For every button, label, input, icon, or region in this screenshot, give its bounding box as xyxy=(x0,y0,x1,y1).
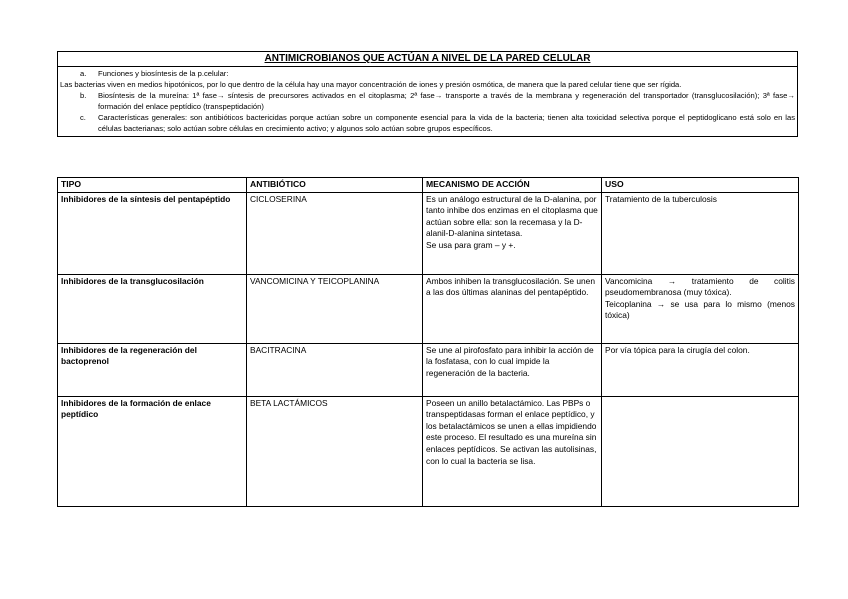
mecanismo-text: Se une al pirofosfato para inhibir la acción de la fosfatasa, con lo cual impide la regeneración de la bacteria. xyxy=(426,344,594,378)
section-b-marker: b. xyxy=(80,91,87,100)
cell-tipo: Inhibidores de la transglucosilación xyxy=(58,274,247,343)
intro-paragraph: Las bacterias viven en medios hipotónicos, por lo que dentro de la célula hay una mayor concentración de iones y presión osmótica, de manera que la pared celular tiene que ser rígida. xyxy=(60,80,682,89)
cell-antibiotico: BETA LACTÁMICOS xyxy=(247,396,423,506)
mecanismo-text: Es un análogo estructural de la D-alanina, por tanto inhibe dos enzimas en el citoplasma que actúan sobre ella: son la recemasa y la D-alanil-D-alanina sintetasa. xyxy=(426,193,598,239)
table-row xyxy=(58,396,799,506)
mecanismo-extra: Se usa para gram – y +. xyxy=(426,239,516,250)
uso-text: Por vía tópica para la cirugía del colon. xyxy=(605,344,750,355)
cell-mecanismo xyxy=(423,396,602,506)
antimicrobials-table xyxy=(57,177,799,507)
intro-body xyxy=(58,67,797,136)
mecanismo-text: Ambos inhiben la transglucosilación. Se unen a las dos últimas alaninas del pentapéptido. xyxy=(426,275,596,298)
uso-text: Tratamiento de la tuberculosis xyxy=(605,193,717,204)
cell-antibiotico: BACITRACINA xyxy=(247,343,423,396)
cell-antibiotico: VANCOMICINA Y TEICOPLANINA xyxy=(247,274,423,343)
section-a xyxy=(58,68,795,79)
section-c xyxy=(58,112,795,134)
cell-uso xyxy=(602,343,799,396)
section-c-text: Características generales: son antibióticos bactericidas porque actúan sobre un componente esencial para la vida de la bacteria; tienen alta toxicidad selectiva porque el peptidoglicano está solo en las células bacterianas; solo actúan sobre células en crecimiento activo; y algunos solo actúan sobre grupos específicos. xyxy=(98,113,795,133)
section-a-marker: a. xyxy=(80,69,87,78)
table-row xyxy=(58,192,799,274)
table-header-row xyxy=(58,178,799,193)
section-b-text: Biosíntesis de la mureína: 1ª fase→ síntesis de precursores activados en el citoplasma; 2ª fase→ transporte a través de la membrana y regeneración del transportador (transglucosilación); 3ª fase→ formación del enlace peptídico (transpeptidación) xyxy=(98,91,795,111)
table-row xyxy=(58,343,799,396)
section-b xyxy=(58,90,795,112)
uso-text: Vancomicina → tratamiento de colitis pseudomembranosa (muy tóxica). xyxy=(605,275,795,298)
header-uso: USO xyxy=(602,178,799,193)
document-title: ANTIMICROBIANOS QUE ACTÚAN A NIVEL DE LA PARED CELULAR xyxy=(58,52,797,67)
cell-mecanismo xyxy=(423,343,602,396)
uso-text-2: Teicoplanina → se usa para lo mismo (menos tóxica) xyxy=(605,298,795,321)
header-antibiotico: ANTIBIÓTICO xyxy=(247,178,423,193)
mecanismo-text: Poseen un anillo betalactámico. Las PBPs o transpeptidasas forman el enlace peptídico, y los betalactámicos se unen a ellas impidiendo este proceso. El resultado es una mureína sin enlaces peptídicos. Se activan las autolisinas, con lo cual la bacteria se lisa. xyxy=(426,397,597,466)
header-mecanismo: MECANISMO DE ACCIÓN xyxy=(423,178,602,193)
section-c-marker: c. xyxy=(80,113,86,122)
header-tipo: TIPO xyxy=(58,178,247,193)
section-a-heading: Funciones y biosíntesis de la p.celular: xyxy=(98,69,229,78)
cell-tipo: Inhibidores de la regeneración del bactoprenol xyxy=(58,343,247,396)
cell-uso xyxy=(602,274,799,343)
cell-uso xyxy=(602,192,799,274)
cell-mecanismo xyxy=(423,274,602,343)
cell-tipo: Inhibidores de la síntesis del pentapéptido xyxy=(58,192,247,274)
cell-uso xyxy=(602,396,799,506)
table-row xyxy=(58,274,799,343)
cell-tipo: Inhibidores de la formación de enlace peptídico xyxy=(58,396,247,506)
cell-antibiotico: CICLOSERINA xyxy=(247,192,423,274)
intro-box xyxy=(57,51,798,137)
cell-mecanismo xyxy=(423,192,602,274)
